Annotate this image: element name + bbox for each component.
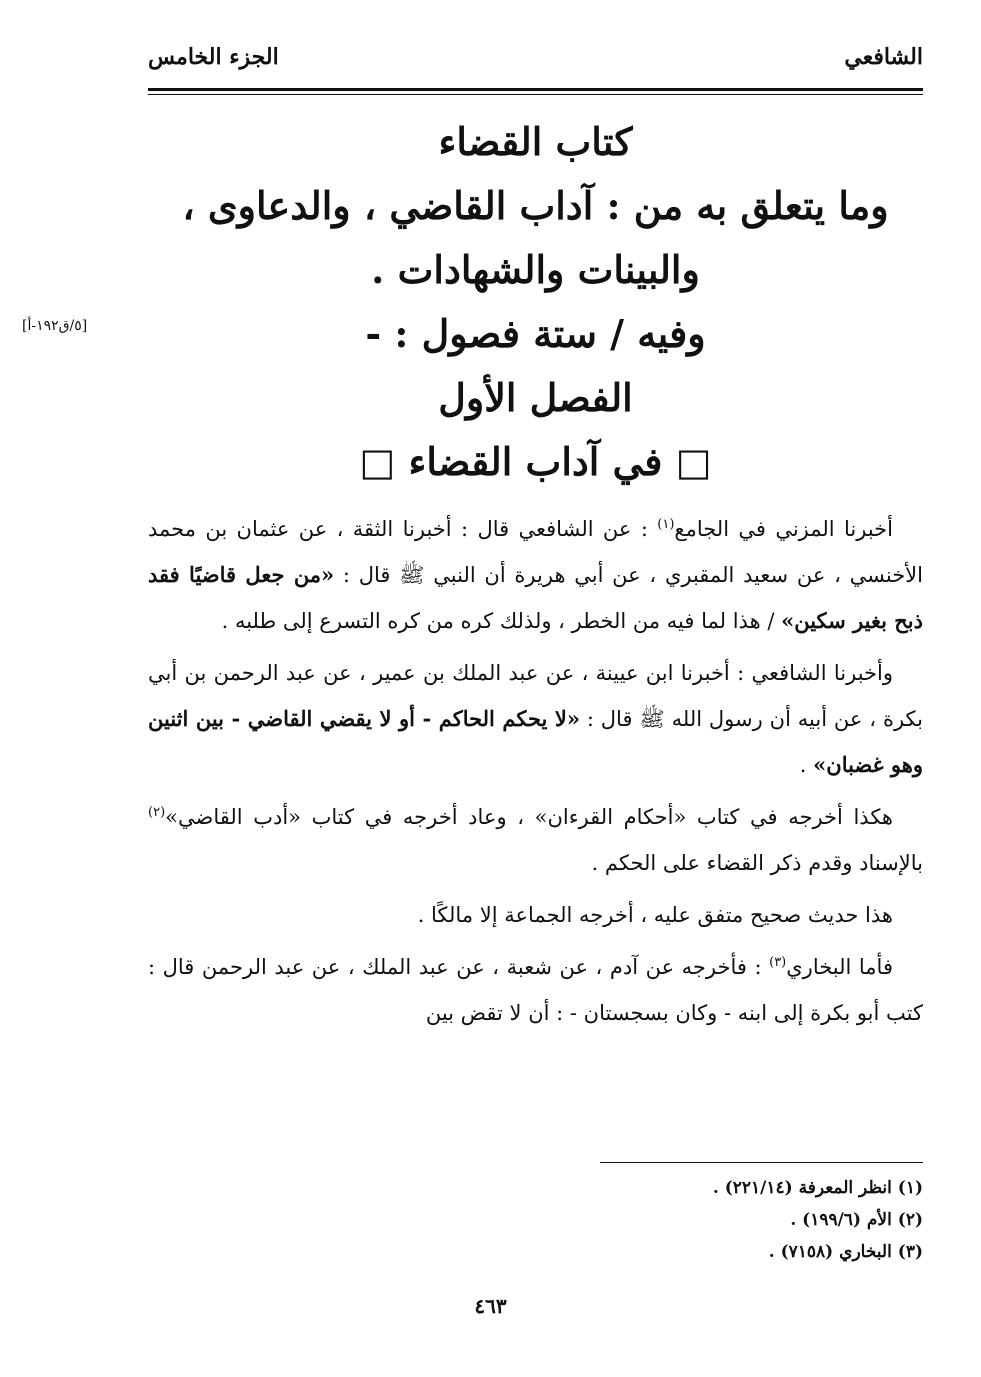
- manuscript-folio-note: [٥/ق١٩٢-أ]: [22, 318, 88, 334]
- footnote-2: (٢) الأم (١٩٩/٦) .: [790, 1210, 923, 1230]
- header-book-title: الشافعي: [844, 44, 923, 70]
- footnote-marker: (٢): [148, 805, 166, 820]
- paragraph-5: [148, 944, 923, 1036]
- paragraph-text: هذا حديث صحيح متفق عليه ، أخرجه الجماعة إلا مالكًا .: [417, 903, 893, 927]
- hadith-quote: «من جعل قاضيًا فقد ذبح بغير سكين»: [148, 562, 923, 633]
- header-volume: الجزء الخامس: [148, 44, 279, 70]
- footnote-separator: [600, 1162, 923, 1163]
- section-subtitle: □ في آداب القضاء □: [359, 439, 712, 484]
- footnote-marker: (٣): [769, 955, 787, 970]
- paragraph-4: [148, 892, 923, 938]
- paragraph-text: : عن الشافعي قال : أخبرنا الثقة ، عن عثمان بن محمد الأخنسي ، عن سعيد المقبري ، عن أبي هريرة أن النبي ﷺ قال :: [148, 517, 923, 587]
- section-title: الفصل الأول: [438, 375, 633, 420]
- paragraph-1: [148, 506, 923, 644]
- chapter-title-block: [148, 110, 923, 494]
- footnotes: [148, 1172, 923, 1268]
- hadith-quote: «لا يحكم الحاكم - أو لا يقضي القاضي - بين اثنين وهو غضبان»: [148, 706, 923, 777]
- footnote-1: (١) انظر المعرفة (٢٢١/١٤) .: [712, 1178, 923, 1198]
- paragraph-text: هكذا أخرجه في كتاب «أحكام القرءان» ، وعاد أخرجه في كتاب «أدب القاضي»: [165, 805, 893, 829]
- chapter-sections-count: وفيه / ستة فصول : -: [365, 311, 706, 356]
- paragraph-text: فأما البخاري: [786, 955, 893, 979]
- chapter-subtitle-line-2: والبينات والشهادات .: [371, 247, 700, 292]
- chapter-title: كتاب القضاء: [438, 119, 633, 164]
- paragraph-2: [148, 650, 923, 788]
- paragraph-text: : فأخرجه عن آدم ، عن شعبة ، عن عبد الملك ، عن عبد الرحمن قال : كتب أبو بكرة إلى ابنه - وكان بسجستان - : أن لا تقض بين: [148, 955, 923, 1025]
- paragraph-text: .: [799, 753, 814, 777]
- page-number: ٤٦٣: [474, 1294, 507, 1318]
- paragraph-text: بالإسناد وقدم ذكر القضاء على الحكم .: [591, 851, 923, 875]
- header-rule-thin: [148, 94, 923, 95]
- header-rule: [148, 88, 923, 91]
- paragraph-text: أخبرنا المزني في الجامع: [674, 517, 893, 541]
- footnote-marker: (١): [657, 517, 675, 532]
- body-text: [148, 506, 923, 1042]
- running-header: [148, 44, 923, 84]
- paragraph-text: وأخبرنا الشافعي : أخبرنا ابن عيينة ، عن عبد الملك بن عمير ، عن عبد الرحمن بن أبي بكرة ، عن أبيه أن رسول الله ﷺ قال :: [148, 661, 923, 731]
- chapter-subtitle-line-1: وما يتعلق به من : آداب القاضي ، والدعاوى ،: [182, 183, 889, 228]
- footnote-3: (٣) البخاري (٧١٥٨) .: [768, 1242, 923, 1262]
- paragraph-3: [148, 794, 923, 886]
- paragraph-text: / هذا لما فيه من الخطر ، ولذلك كره من كره التسرع إلى طلبه .: [221, 609, 782, 633]
